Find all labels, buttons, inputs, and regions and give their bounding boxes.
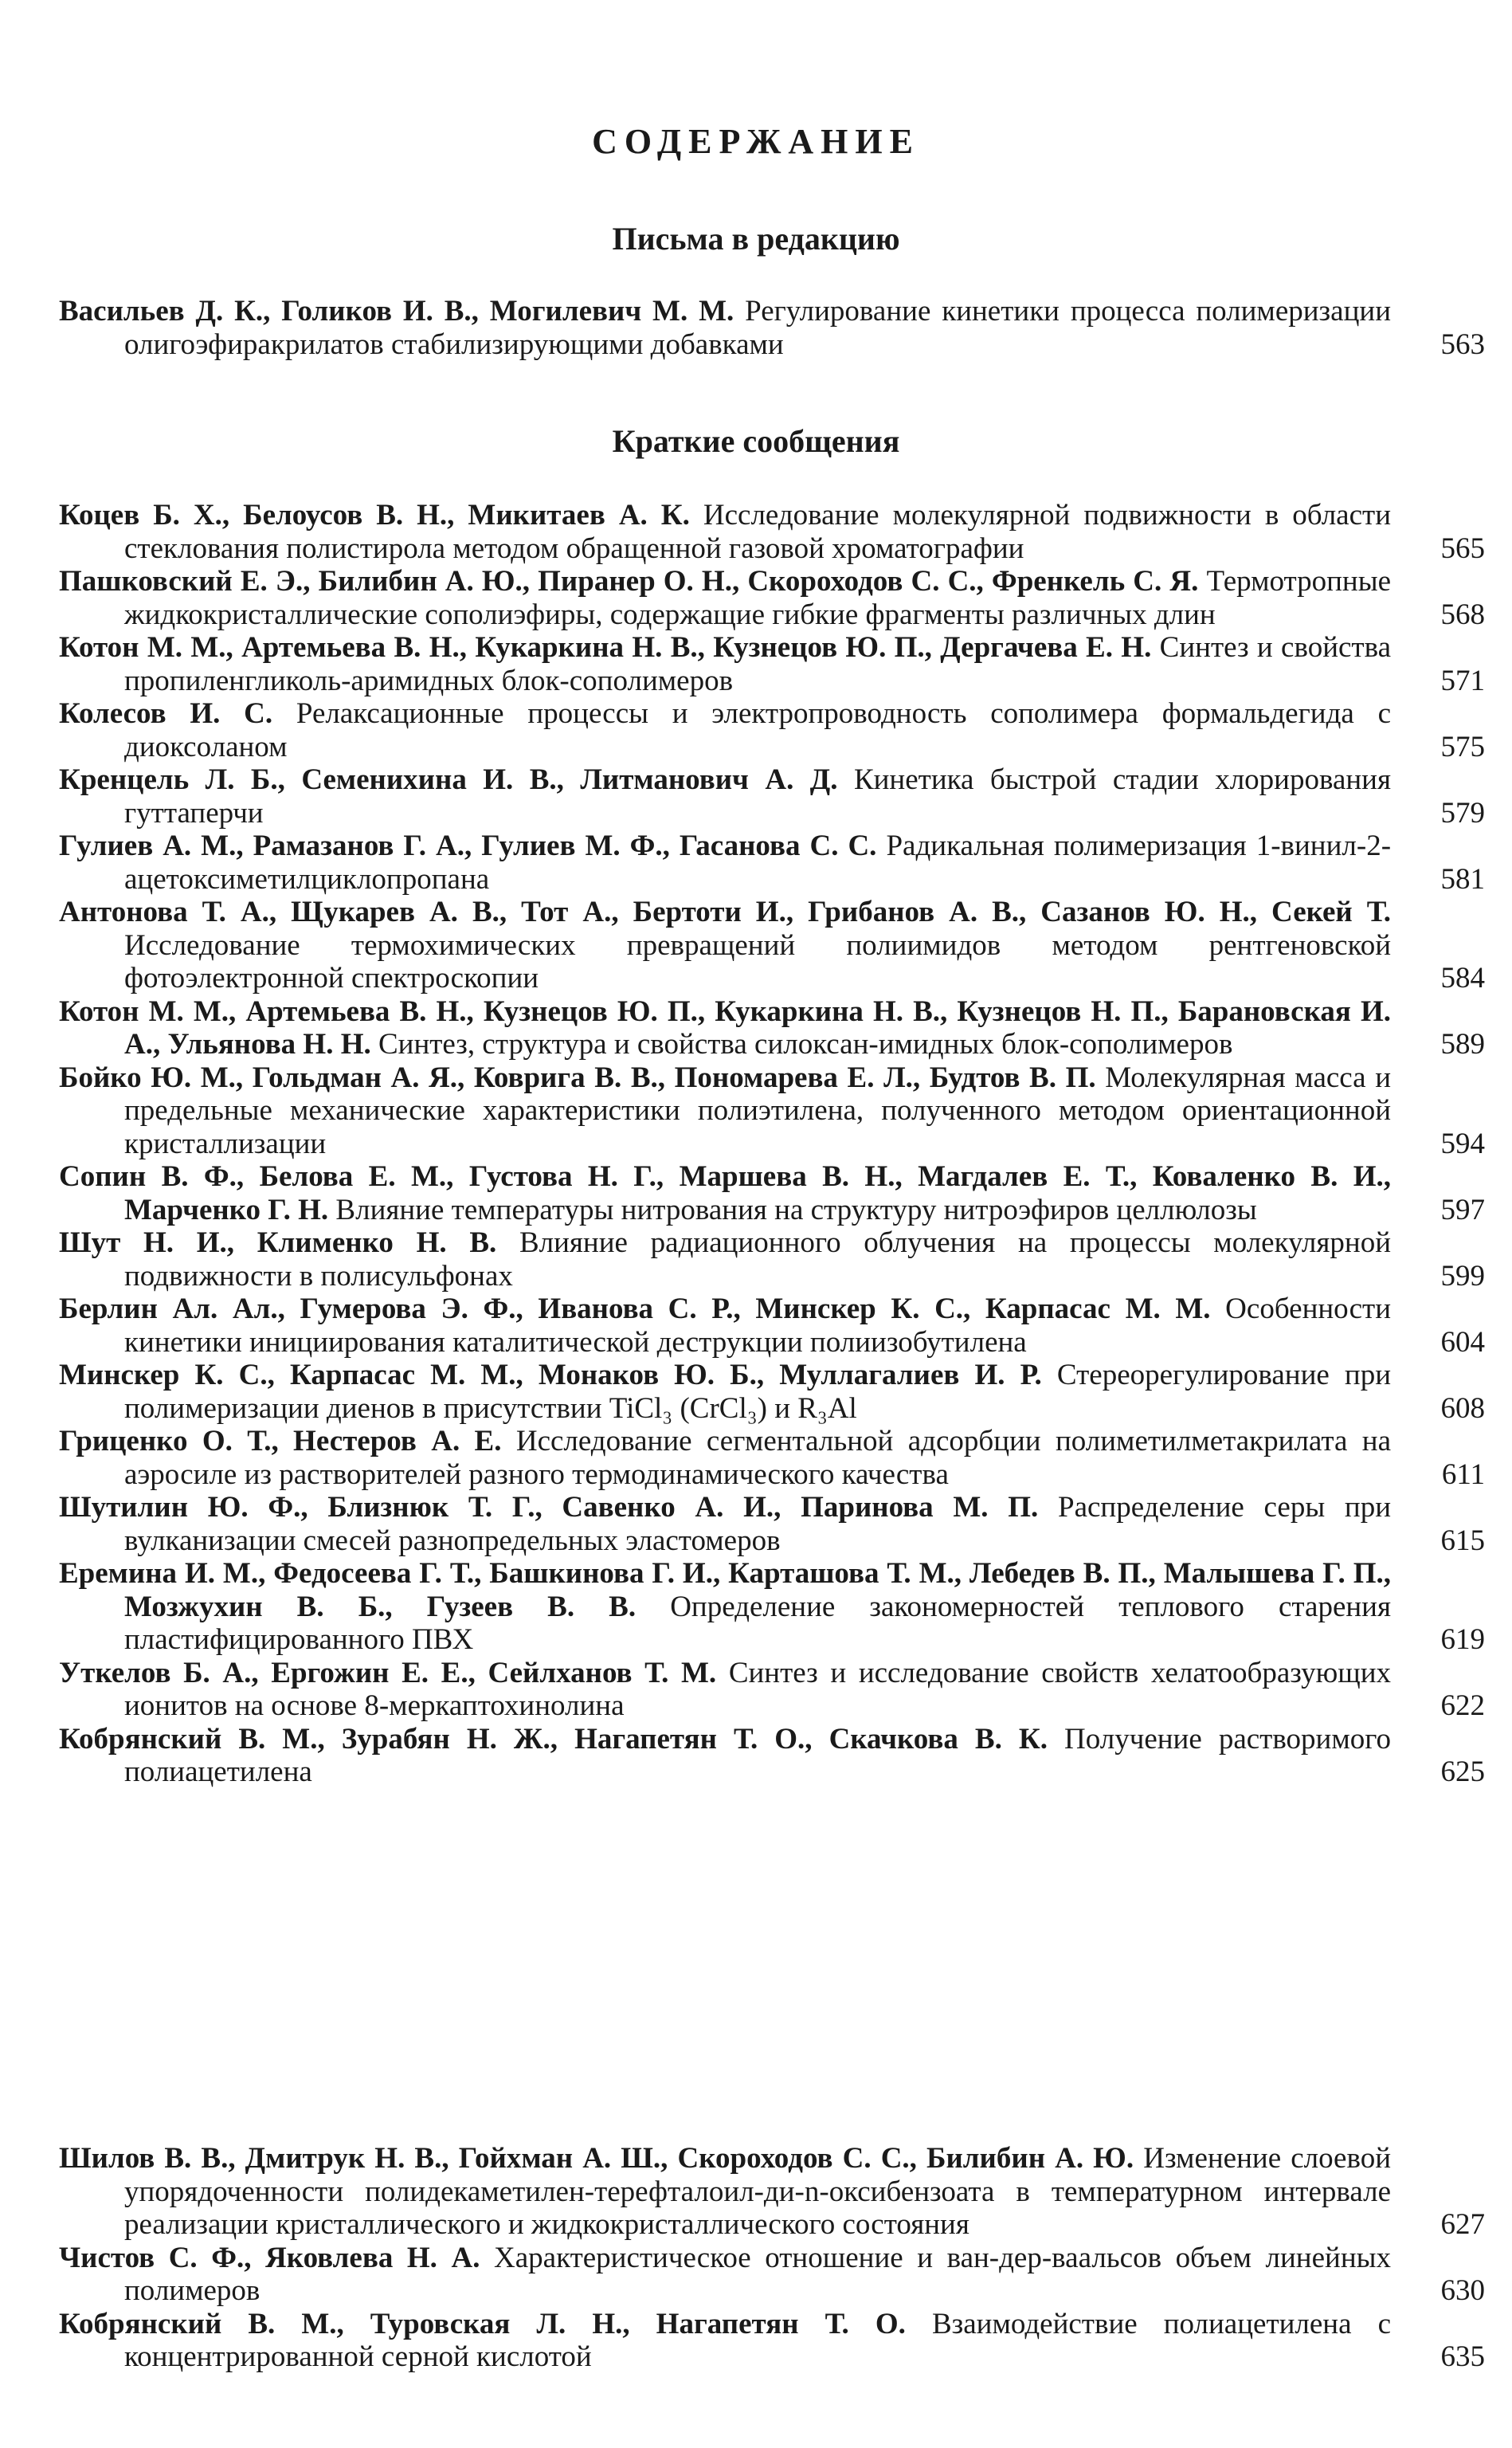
section-title-letters: Письма в редакцию bbox=[612, 221, 900, 257]
entry-page-number: 630 bbox=[1440, 2274, 1485, 2307]
entry-title: Изменение слоевой упорядоченности полидекаметилен-терефталоил-ди-n-оксибензоата в температурном интервале реализации кристаллического и жидкокристаллического состояния bbox=[124, 2142, 1391, 2241]
section-title-short-reports: Краткие сообщения bbox=[612, 423, 900, 459]
entry-page-number: 608 bbox=[1440, 1391, 1485, 1425]
toc-entry bbox=[59, 2242, 1485, 2308]
toc-entry bbox=[59, 1226, 1485, 1293]
entry-title: Характеристическое отношение и ван-дер-ваальсов объем линейных полимеров bbox=[124, 2241, 1391, 2307]
entry-authors: Гриценко О. Т., Нестеров А. Е. bbox=[59, 1425, 502, 1457]
entry-body bbox=[59, 295, 1391, 361]
toc-entry bbox=[59, 295, 1485, 361]
entry-page-number: 619 bbox=[1440, 1623, 1485, 1656]
entry-body bbox=[59, 2242, 1391, 2308]
entry-title: Исследование термохимических превращений полиимидов методом рентгеновской фотоэлектронной спектроскопии bbox=[124, 928, 1391, 994]
entry-body bbox=[59, 1723, 1391, 1789]
entry-body bbox=[59, 1359, 1391, 1425]
toc-entry bbox=[59, 1491, 1485, 1557]
entry-title: Распределение серы при вулканизации смесей разнопредельных эластомеров bbox=[124, 1491, 1391, 1557]
entry-authors: Чистов С. Ф., Яковлева Н. А. bbox=[59, 2241, 480, 2274]
entry-title: Термотропные жидкокристаллические сополиэфиры, содержащие гибкие фрагменты различных длин bbox=[124, 565, 1391, 631]
entry-title: Кинетика быстрой стадии хлорирования гуттаперчи bbox=[124, 763, 1391, 830]
toc-entry bbox=[59, 499, 1485, 565]
entry-page-number: 611 bbox=[1441, 1457, 1485, 1491]
toc-entry bbox=[59, 2308, 1485, 2374]
entry-authors: Сопин В. Ф., Белова Е. М., Густова Н. Г., Маршева В. Н., Магдалев Е. Т., Коваленко В. И., Марченко Г. Н. bbox=[59, 1160, 1391, 1226]
section-entries-letters bbox=[59, 295, 1485, 361]
entry-title: Особенности кинетики инициирования каталитической деструкции полиизобутилена bbox=[124, 1293, 1391, 1359]
entry-body bbox=[59, 2308, 1391, 2374]
toc-entry bbox=[59, 1061, 1485, 1161]
entry-authors: Кобрянский В. М., Туровская Л. Н., Нагапетян Т. О. bbox=[59, 2307, 906, 2340]
entry-page-number: 589 bbox=[1440, 1028, 1485, 1061]
entry-title: Исследование молекулярной подвижности в области стеклования полистирола методом обращенной газовой хроматографии bbox=[124, 499, 1391, 565]
entry-page-number: 568 bbox=[1440, 598, 1485, 631]
toc-entry bbox=[59, 697, 1485, 763]
entry-page-number: 622 bbox=[1440, 1689, 1485, 1722]
entry-body bbox=[59, 1160, 1391, 1226]
toc-entry bbox=[59, 1425, 1485, 1491]
entry-title: Стереорегулирование при полимеризации диенов в присутствии TiCl₃ (CrCl₃) и R₃Al bbox=[124, 1359, 1391, 1425]
entry-page-number: 581 bbox=[1440, 862, 1485, 896]
entry-title: Получение растворимого полиацетилена bbox=[124, 1722, 1391, 1788]
toc-entry bbox=[59, 1359, 1485, 1425]
entry-authors: Кобрянский В. М., Зурабян Н. Ж., Нагапетян Т. О., Скачкова В. К. bbox=[59, 1722, 1048, 1756]
entry-authors: Шут Н. И., Клименко Н. В. bbox=[59, 1226, 497, 1259]
toc-entry bbox=[59, 565, 1485, 631]
entry-title: Влияние радиационного облучения на процессы молекулярной подвижности в полисульфонах bbox=[124, 1226, 1391, 1293]
entry-body bbox=[59, 697, 1391, 763]
entry-authors: Пашковский Е. Э., Билибин А. Ю., Пиранер О. Н., Скороходов С. С., Френкель С. Я. bbox=[59, 565, 1199, 598]
entry-title: Радикальная полимеризация 1-винил-2-ацетоксиметилциклопропана bbox=[124, 830, 1391, 896]
entry-authors: Уткелов Б. А., Ергожин Е. Е., Сейлханов Т. М. bbox=[59, 1656, 717, 1689]
toc-entry bbox=[59, 995, 1485, 1061]
entry-body bbox=[59, 995, 1391, 1061]
entry-title: Синтез, структура и свойства силоксан-имидных блок-сополимеров bbox=[378, 1028, 1233, 1061]
toc-entry bbox=[59, 1657, 1485, 1723]
entry-page-number: 597 bbox=[1440, 1193, 1485, 1226]
toc-entry bbox=[59, 830, 1485, 896]
toc-entry bbox=[59, 2142, 1485, 2242]
entry-page-number: 563 bbox=[1440, 328, 1485, 361]
entry-title: Влияние температуры нитрования на структуру нитроэфиров целлюлозы bbox=[335, 1193, 1257, 1226]
entry-body bbox=[59, 1557, 1391, 1657]
entry-authors: Коцев Б. Х., Белоусов В. Н., Микитаев А. К. bbox=[59, 499, 690, 532]
entry-body bbox=[59, 631, 1391, 697]
entry-page-number: 615 bbox=[1440, 1524, 1485, 1557]
toc-entry bbox=[59, 1160, 1485, 1226]
entry-page-number: 635 bbox=[1440, 2340, 1485, 2373]
entry-authors: Минскер К. С., Карпасас М. М., Монаков Ю. Б., Муллагалиев И. Р. bbox=[59, 1359, 1042, 1391]
entry-title: Молекулярная масса и предельные механические характеристики полиэтилена, полученного методом ориентационной кристаллизации bbox=[124, 1061, 1391, 1160]
entry-page-number: 584 bbox=[1440, 962, 1485, 994]
toc-entry bbox=[59, 1557, 1485, 1657]
entry-body bbox=[59, 1425, 1391, 1491]
toc-title: СОДЕРЖАНИЕ bbox=[592, 122, 920, 161]
entry-title: Синтез и исследование свойств хелатообразующих ионитов на основе 8-меркаптохинолина bbox=[124, 1656, 1391, 1722]
entry-body bbox=[59, 2142, 1391, 2242]
entry-authors: Гулиев А. М., Рамазанов Г. А., Гулиев М. Ф., Гасанова С. С. bbox=[59, 830, 877, 862]
entry-page-number: 594 bbox=[1440, 1127, 1485, 1160]
entry-page-number: 599 bbox=[1440, 1259, 1485, 1293]
toc-entry bbox=[59, 896, 1485, 995]
entry-body bbox=[59, 1657, 1391, 1723]
entry-title: Синтез и свойства пропиленгликоль-аримидных блок-сополимеров bbox=[124, 631, 1391, 697]
entry-body bbox=[59, 1491, 1391, 1557]
section-entries-additional bbox=[59, 2142, 1485, 2374]
entry-page-number: 604 bbox=[1440, 1325, 1485, 1359]
entry-authors: Васильев Д. К., Голиков И. В., Могилевич М. М. bbox=[59, 295, 734, 328]
entry-authors: Берлин Ал. Ал., Гумерова Э. Ф., Иванова С. Р., Минскер К. С., Карпасас М. М. bbox=[59, 1293, 1211, 1325]
entry-authors: Еремина И. М., Федосеева Г. Т., Башкинова Г. И., Карташова Т. М., Лебедев В. П., Малышева Г. П., Мозжухин В. Б., Гузеев В. В. bbox=[59, 1557, 1391, 1623]
entry-body bbox=[59, 896, 1391, 995]
entry-body bbox=[59, 1226, 1391, 1293]
entry-authors: Колесов И. С. bbox=[59, 697, 273, 730]
entry-body bbox=[59, 1293, 1391, 1359]
entry-title: Взаимодействие полиацетилена с концентрированной серной кислотой bbox=[124, 2307, 1391, 2373]
entry-page-number: 571 bbox=[1440, 664, 1485, 697]
entry-authors: Кренцель Л. Б., Семенихина И. В., Литманович А. Д. bbox=[59, 763, 838, 796]
entry-title: Релаксационные процессы и электропроводность сополимера формальдегида с диоксоланом bbox=[124, 697, 1391, 763]
entry-body bbox=[59, 1061, 1391, 1161]
toc-entry bbox=[59, 631, 1485, 697]
entry-title: Регулирование кинетики процесса полимеризации олигоэфиракрилатов стабилизирующими добавками bbox=[124, 295, 1391, 361]
entry-body bbox=[59, 565, 1391, 631]
entry-body bbox=[59, 499, 1391, 565]
entry-title: Исследование сегментальной адсорбции полиметилметакрилата на аэросиле из растворителей разного термодинамического качества bbox=[124, 1425, 1391, 1491]
entry-authors: Шутилин Ю. Ф., Близнюк Т. Г., Савенко А. И., Паринова М. П. bbox=[59, 1491, 1039, 1524]
entry-page-number: 627 bbox=[1440, 2208, 1485, 2241]
entry-page-number: 579 bbox=[1440, 796, 1485, 830]
toc-entry bbox=[59, 1723, 1485, 1789]
entry-authors: Бойко Ю. М., Гольдман А. Я., Коврига В. В., Пономарева Е. Л., Будтов В. П. bbox=[59, 1061, 1096, 1094]
entry-authors: Шилов В. В., Дмитрук Н. В., Гойхман А. Ш., Скороходов С. С., Билибин А. Ю. bbox=[59, 2142, 1134, 2175]
entry-page-number: 575 bbox=[1440, 730, 1485, 763]
toc-entry bbox=[59, 1293, 1485, 1359]
entry-title: Определение закономерностей теплового старения пластифицированного ПВХ bbox=[124, 1590, 1391, 1656]
entry-body bbox=[59, 763, 1391, 830]
section-entries-short-reports bbox=[59, 499, 1485, 1789]
entry-page-number: 625 bbox=[1440, 1756, 1485, 1788]
entry-body bbox=[59, 830, 1391, 896]
entry-authors: Котон М. М., Артемьева В. Н., Кукаркина Н. В., Кузнецов Ю. П., Дергачева Е. Н. bbox=[59, 631, 1152, 664]
entry-authors: Котон М. М., Артемьева В. Н., Кузнецов Ю. П., Кукаркина Н. В., Кузнецов Н. П., Барановская И. А., Ульянова Н. Н. bbox=[59, 994, 1391, 1061]
entry-page-number: 565 bbox=[1440, 532, 1485, 565]
toc-entry bbox=[59, 763, 1485, 830]
entry-authors: Антонова Т. А., Щукарев А. В., Тот А., Бертоти И., Грибанов А. В., Сазанов Ю. Н., Секей Т. bbox=[59, 896, 1391, 928]
